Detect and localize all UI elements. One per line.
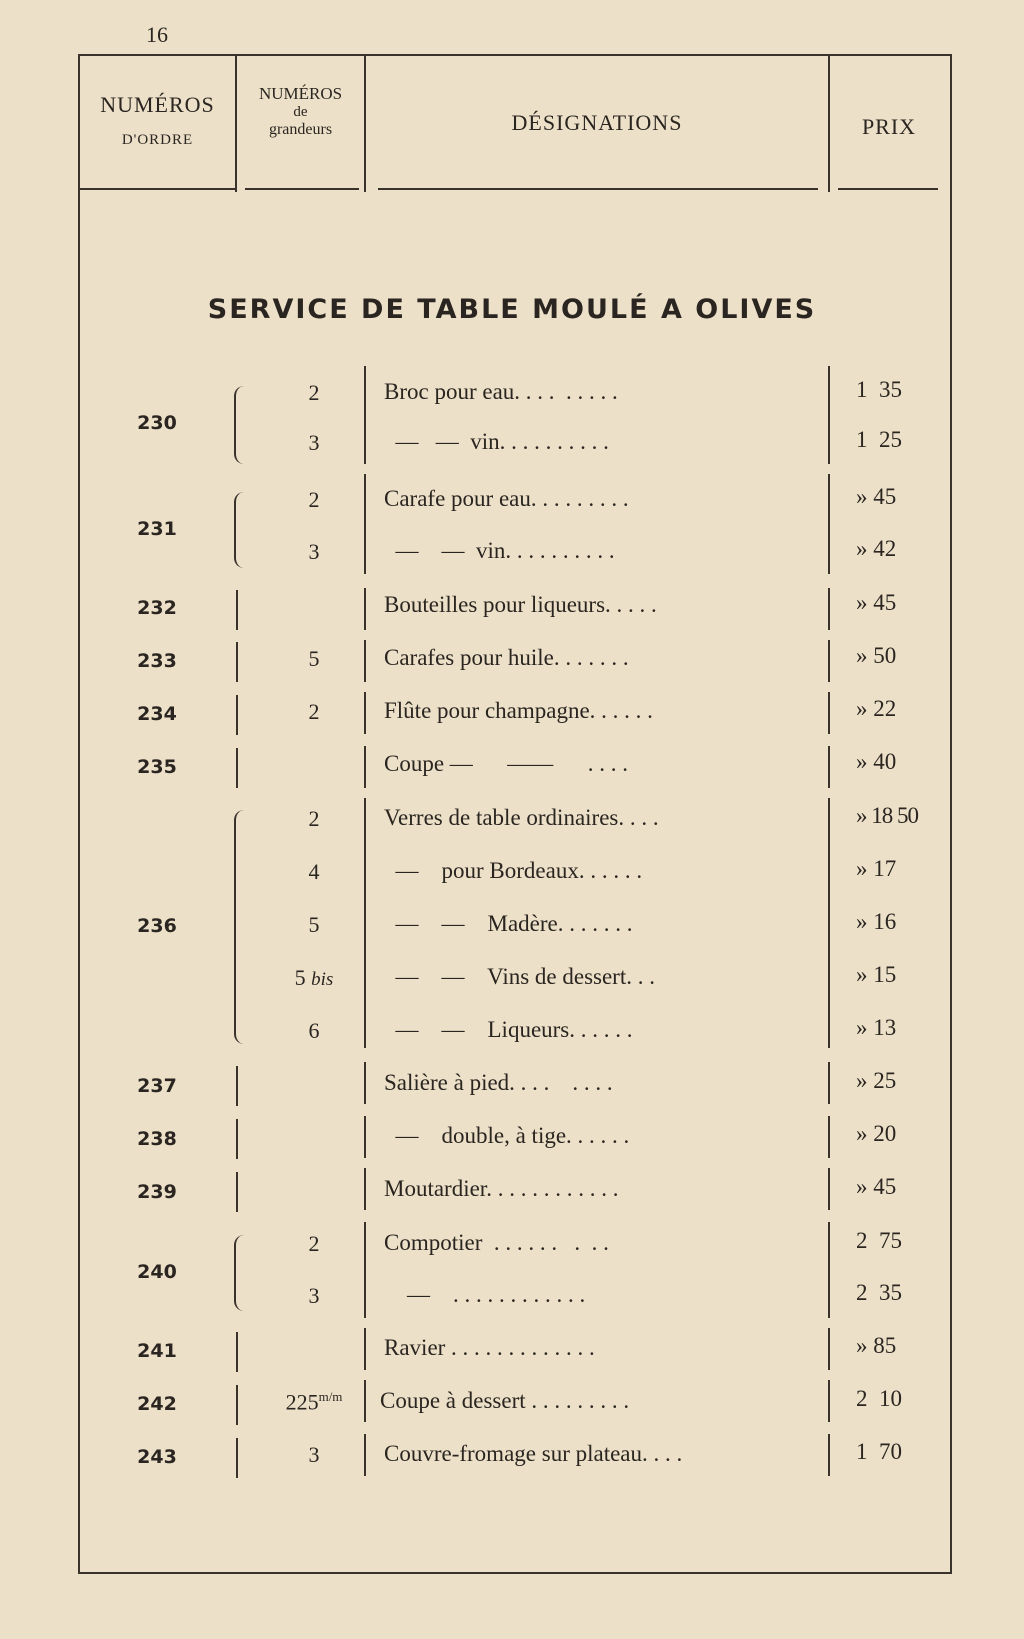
designation: — — vin. . . . . . . . . . xyxy=(384,429,609,454)
price-border xyxy=(828,746,830,788)
header-price-label: PRIX xyxy=(861,114,917,139)
row-separator xyxy=(236,695,238,735)
price-border xyxy=(828,1168,830,1210)
size-number: 5 xyxy=(308,646,320,671)
section-title: SERVICE DE TABLE MOULÉ A OLIVES xyxy=(207,294,817,325)
order-number: 231 xyxy=(137,518,177,540)
price: » 17 xyxy=(856,856,897,881)
group-brace xyxy=(234,810,250,1044)
row-separator xyxy=(236,1438,238,1478)
price: » 25 xyxy=(856,1068,897,1093)
size-suffix: m/m xyxy=(318,1389,343,1404)
size-number: 2 xyxy=(308,380,320,405)
row-separator xyxy=(236,1172,238,1212)
order-number: 243 xyxy=(137,1446,177,1468)
size-number: 3 xyxy=(308,1283,320,1308)
designation-border xyxy=(364,1328,366,1370)
order-number: 242 xyxy=(137,1393,177,1415)
header-size-line1: NUMÉROS xyxy=(258,84,343,103)
header-order-numbers xyxy=(80,92,235,149)
price: 2 75 xyxy=(856,1228,902,1253)
designation: — . . . . . . . . . . . . xyxy=(384,1282,586,1307)
price: 2 10 xyxy=(856,1386,902,1411)
price: » 16 xyxy=(856,909,897,934)
price: 1 25 xyxy=(856,427,902,452)
order-number: 240 xyxy=(137,1261,177,1283)
price-border xyxy=(828,1328,830,1370)
designation: Coupe à dessert . . . . . . . . . xyxy=(380,1388,630,1413)
order-number: 233 xyxy=(137,650,177,672)
designation: Flûte pour champagne. . . . . . xyxy=(384,698,653,723)
designation-border xyxy=(364,1062,366,1104)
price: 1 70 xyxy=(856,1439,902,1464)
row-separator xyxy=(236,642,238,682)
group-brace xyxy=(234,1235,250,1311)
row-separator xyxy=(236,748,238,788)
designation: Carafes pour huile. . . . . . . xyxy=(384,645,629,670)
price-border xyxy=(828,588,830,630)
size-number xyxy=(262,1389,366,1415)
size-number: 2 xyxy=(308,699,320,724)
header-designations-label: DÉSIGNATIONS xyxy=(511,110,683,135)
price: » 42 xyxy=(856,536,897,561)
row-separator xyxy=(236,1119,238,1159)
size-number: 5 xyxy=(308,912,320,937)
header-underline xyxy=(378,188,818,190)
header-order-line2: D'ORDRE xyxy=(121,132,194,148)
header-underline xyxy=(245,188,359,190)
group-brace xyxy=(234,492,250,568)
designation-border xyxy=(364,746,366,788)
designation: Couvre-fromage sur plateau. . . . xyxy=(384,1441,683,1466)
price-border xyxy=(828,474,830,574)
order-number: 234 xyxy=(137,703,177,725)
size-number: 2 xyxy=(308,806,320,831)
price: » 45 xyxy=(856,1174,897,1199)
group-brace xyxy=(234,386,250,464)
price-border xyxy=(828,640,830,682)
designation: — pour Bordeaux. . . . . . xyxy=(384,858,643,883)
row-separator xyxy=(236,1385,238,1425)
designation: — — Liqueurs. . . . . . xyxy=(384,1017,633,1042)
order-number: 237 xyxy=(137,1075,177,1097)
price-border xyxy=(828,798,830,1048)
price: » 20 xyxy=(856,1121,897,1146)
size-number: 3 xyxy=(308,539,320,564)
price: 1 35 xyxy=(856,377,902,402)
header-order-line1: NUMÉROS xyxy=(100,92,215,117)
order-number: 238 xyxy=(137,1128,177,1150)
header-size-line2: de xyxy=(293,104,308,120)
row-separator xyxy=(236,1332,238,1372)
size-number: 2 xyxy=(308,487,320,512)
price-border xyxy=(828,1062,830,1104)
size-number xyxy=(262,965,366,991)
header-underline xyxy=(838,188,938,190)
designation: Verres de table ordinaires. . . . xyxy=(384,805,659,830)
size-number: 6 xyxy=(308,1018,320,1043)
designation: Ravier . . . . . . . . . . . . . xyxy=(384,1335,595,1360)
price: » 13 xyxy=(856,1015,897,1040)
designation: — — Madère. . . . . . . xyxy=(384,911,633,936)
price: » 40 xyxy=(856,749,897,774)
designation: — — Vins de dessert. . . xyxy=(384,964,655,989)
order-number: 232 xyxy=(137,597,177,619)
order-number: 235 xyxy=(137,756,177,778)
designation-border xyxy=(364,588,366,630)
row-separator xyxy=(236,1066,238,1106)
designation: — — vin. . . . . . . . . . xyxy=(384,538,615,563)
header-size-line3: grandeurs xyxy=(268,121,333,138)
order-number: 230 xyxy=(137,412,177,434)
price-border xyxy=(828,366,830,464)
header-size-numbers xyxy=(237,84,364,139)
price: » 85 xyxy=(856,1333,897,1358)
size-value: 5 xyxy=(294,965,306,990)
size-suffix: bis xyxy=(311,969,334,990)
size-number: 4 xyxy=(308,859,320,884)
price-border xyxy=(828,1434,830,1476)
designation: Bouteilles pour liqueurs. . . . . xyxy=(384,592,657,617)
designation-border xyxy=(364,1116,366,1158)
page-number: 16 xyxy=(146,22,168,47)
size-number: 2 xyxy=(308,1231,320,1256)
header-designations xyxy=(366,110,828,136)
order-number: 241 xyxy=(137,1340,177,1362)
price: » 45 xyxy=(856,590,897,615)
price-border xyxy=(828,1222,830,1318)
order-number: 239 xyxy=(137,1181,177,1203)
size-value: 225 xyxy=(285,1389,319,1415)
header-price xyxy=(830,114,948,140)
price: » 45 xyxy=(856,484,897,509)
price: » 18 50 xyxy=(856,803,918,828)
price: » 50 xyxy=(856,643,897,668)
price: » 22 xyxy=(856,696,897,721)
designation: Coupe — —— . . . . xyxy=(384,751,629,776)
header-underline xyxy=(80,188,235,190)
price: » 15 xyxy=(856,962,897,987)
price-border xyxy=(828,1116,830,1158)
designation: Broc pour eau. . . . . . . . . xyxy=(384,379,618,404)
price-border xyxy=(828,692,830,734)
designation: — double, à tige. . . . . . xyxy=(384,1123,630,1148)
price-border xyxy=(828,1380,830,1422)
designation-border xyxy=(364,1168,366,1210)
size-number: 3 xyxy=(308,1442,320,1467)
designation: Moutardier. . . . . . . . . . . . xyxy=(384,1176,619,1201)
size-number: 3 xyxy=(308,430,320,455)
designation: Salière à pied. . . . . . . . xyxy=(384,1070,613,1095)
price: 2 35 xyxy=(856,1280,902,1305)
designation: Carafe pour eau. . . . . . . . . xyxy=(384,486,629,511)
order-number: 236 xyxy=(137,915,177,937)
designation: Compotier . . . . . . . . . xyxy=(384,1230,609,1255)
row-separator xyxy=(236,590,238,630)
